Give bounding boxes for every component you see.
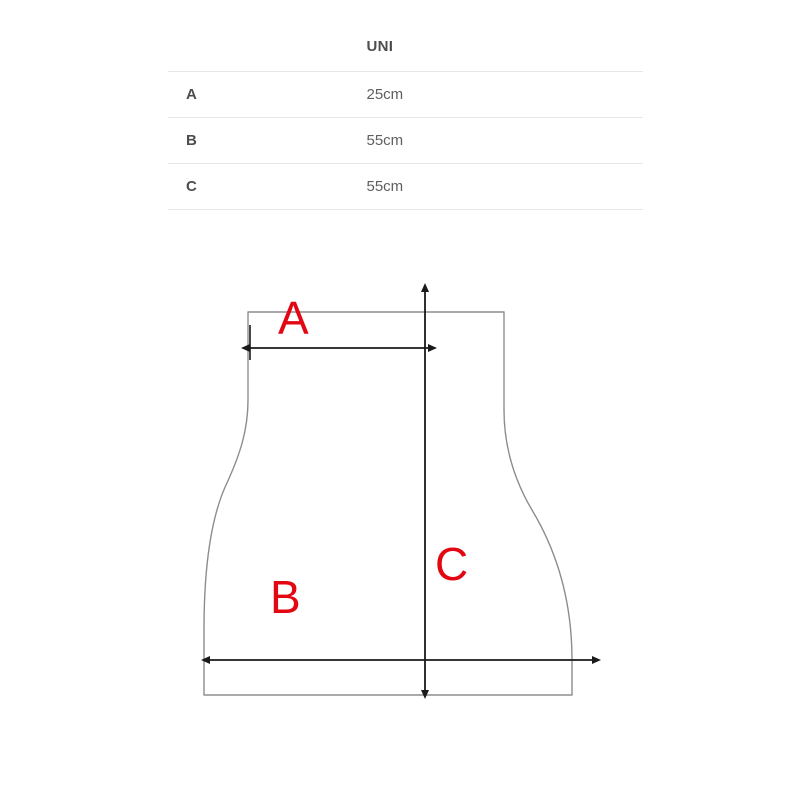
measurements-table xyxy=(168,20,643,210)
table-row xyxy=(168,164,643,210)
table-row xyxy=(168,72,643,118)
garment-measurement-diagram xyxy=(160,270,660,750)
table-header xyxy=(168,20,643,72)
measure-label-a: A xyxy=(278,292,309,344)
row-label-b: B xyxy=(168,118,349,164)
table-header-cell-uni: UNI xyxy=(349,20,644,72)
row-label-a: A xyxy=(168,72,349,118)
measure-label-c: C xyxy=(435,538,469,590)
table-row xyxy=(168,118,643,164)
table-header-cell-blank xyxy=(168,20,349,72)
row-value-c-uni: 55cm xyxy=(349,164,644,210)
row-value-a-uni: 25cm xyxy=(349,72,644,118)
garment-outline-shape xyxy=(204,312,572,695)
row-label-c: C xyxy=(168,164,349,210)
measure-label-b: B xyxy=(270,571,301,623)
table-header-row xyxy=(168,20,643,72)
table-body xyxy=(168,72,643,210)
row-value-b-uni: 55cm xyxy=(349,118,644,164)
size-chart-table xyxy=(168,20,643,210)
